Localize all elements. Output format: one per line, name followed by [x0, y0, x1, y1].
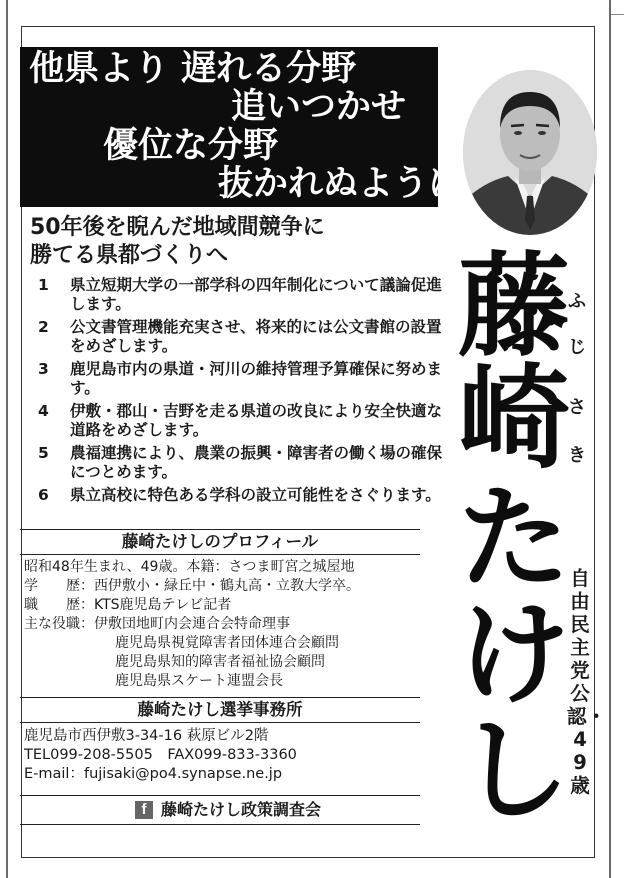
role-item: 鹿児島県知的障害者福祉協会顧問 — [115, 654, 325, 670]
policy-text: 鹿児島市内の県道・河川の維持管理予算確保に努めます。 — [70, 360, 443, 397]
office-email[interactable]: E-mail：fujisaki@po4.synapse.ne.jp — [24, 766, 283, 782]
furigana-3: さ — [568, 397, 586, 418]
profile-education-row — [24, 577, 360, 595]
office-heading: 藤崎たけし選挙事務所 — [20, 697, 420, 723]
profile-birth: 昭和48年生まれ、49歳。本籍：さつま町宮之城屋地 — [24, 559, 355, 575]
policy-item — [36, 444, 446, 482]
office-address: 鹿児島市西伊敷3-34-16 萩原ビル2階 — [24, 728, 269, 744]
slogan-line-2: 追いつかせ — [231, 87, 407, 127]
policy-list — [36, 276, 446, 509]
furigana-2: じ — [568, 337, 586, 358]
role-item: ：伊敷団地町内会連合会特命理事 — [80, 616, 290, 632]
policy-number: 2 — [38, 318, 49, 336]
policy-text: 県立高校に特色ある学科の設立可能性をさぐります。 — [70, 486, 441, 504]
furigana-4: き — [568, 445, 586, 466]
education-label: 学 歴 — [24, 578, 80, 594]
career-label: 職 歴 — [24, 597, 80, 613]
subtitle-line-1: 50年後を睨んだ地域間競争に — [30, 215, 325, 240]
facebook-page-label[interactable]: 藤崎たけし政策調査会 — [161, 800, 322, 819]
page-edge-left — [6, 0, 8, 878]
candidate-portrait-image — [463, 70, 597, 235]
profile-roles-row — [24, 615, 290, 633]
policy-number: 1 — [38, 276, 49, 294]
party-endorsement: 自由民主党公認・49歳 — [567, 567, 607, 797]
subtitle-line-2: 勝てる県都づくりへ — [30, 243, 229, 268]
candidate-photo — [463, 70, 597, 235]
candidate-name-char-4: け — [458, 589, 570, 720]
policy-text: 伊敷・郡山・吉野を走る県道の改良により安全快適な道路をめざします。 — [70, 402, 443, 439]
office-phone: TEL099-208-5505 FAX099-833-3360 — [24, 747, 297, 763]
candidate-name-char-3: た — [458, 473, 570, 604]
facebook-icon: f — [135, 801, 153, 819]
roles-label: 主な役職 — [24, 616, 80, 632]
policy-text: 県立短期大学の一部学科の四年制化について議論促進します。 — [70, 276, 442, 313]
policy-item — [36, 318, 446, 356]
education-value: ：西伊敷小・緑丘中・鶴丸高・立教大学卒。 — [80, 578, 360, 594]
page-edge-right — [609, 0, 611, 878]
facebook-bar — [20, 795, 420, 825]
candidate-name-char-1: 藤 — [458, 241, 570, 372]
candidate-name-char-2: 崎 — [458, 353, 570, 484]
policy-item — [36, 402, 446, 440]
slogan-banner — [20, 47, 464, 207]
policy-number: 3 — [38, 360, 49, 378]
candidate-name-char-5: し — [458, 705, 570, 836]
policy-item — [36, 276, 446, 314]
career-value: ：KTS鹿児島テレビ記者 — [80, 597, 232, 613]
policy-item — [36, 360, 446, 398]
slogan-line-1: 他県より 遅れる分野 — [29, 49, 357, 89]
policy-item — [36, 486, 446, 505]
policy-text: 公文書管理機能充実させ、将来的には公文書館の設置をめざします。 — [70, 318, 442, 355]
policy-number: 5 — [38, 444, 49, 462]
furigana-1: ふ — [568, 291, 586, 312]
slogan-line-4: 抜かれぬように — [218, 164, 464, 204]
policy-number: 4 — [38, 402, 49, 420]
profile-heading: 藤崎たけしのプロフィール — [20, 529, 420, 555]
profile-career-row — [24, 596, 231, 614]
slogan-line-3: 優位な分野 — [103, 126, 279, 166]
policy-text: 農福連携により、農業の振興・障害者の働く場の確保につとめます。 — [70, 444, 443, 481]
role-item: 鹿児島県視覚障害者団体連合会顧問 — [115, 635, 339, 651]
policy-number: 6 — [38, 486, 49, 504]
role-item: 鹿児島県スケート連盟会長 — [115, 673, 283, 689]
page-edge-mark — [611, 14, 624, 15]
